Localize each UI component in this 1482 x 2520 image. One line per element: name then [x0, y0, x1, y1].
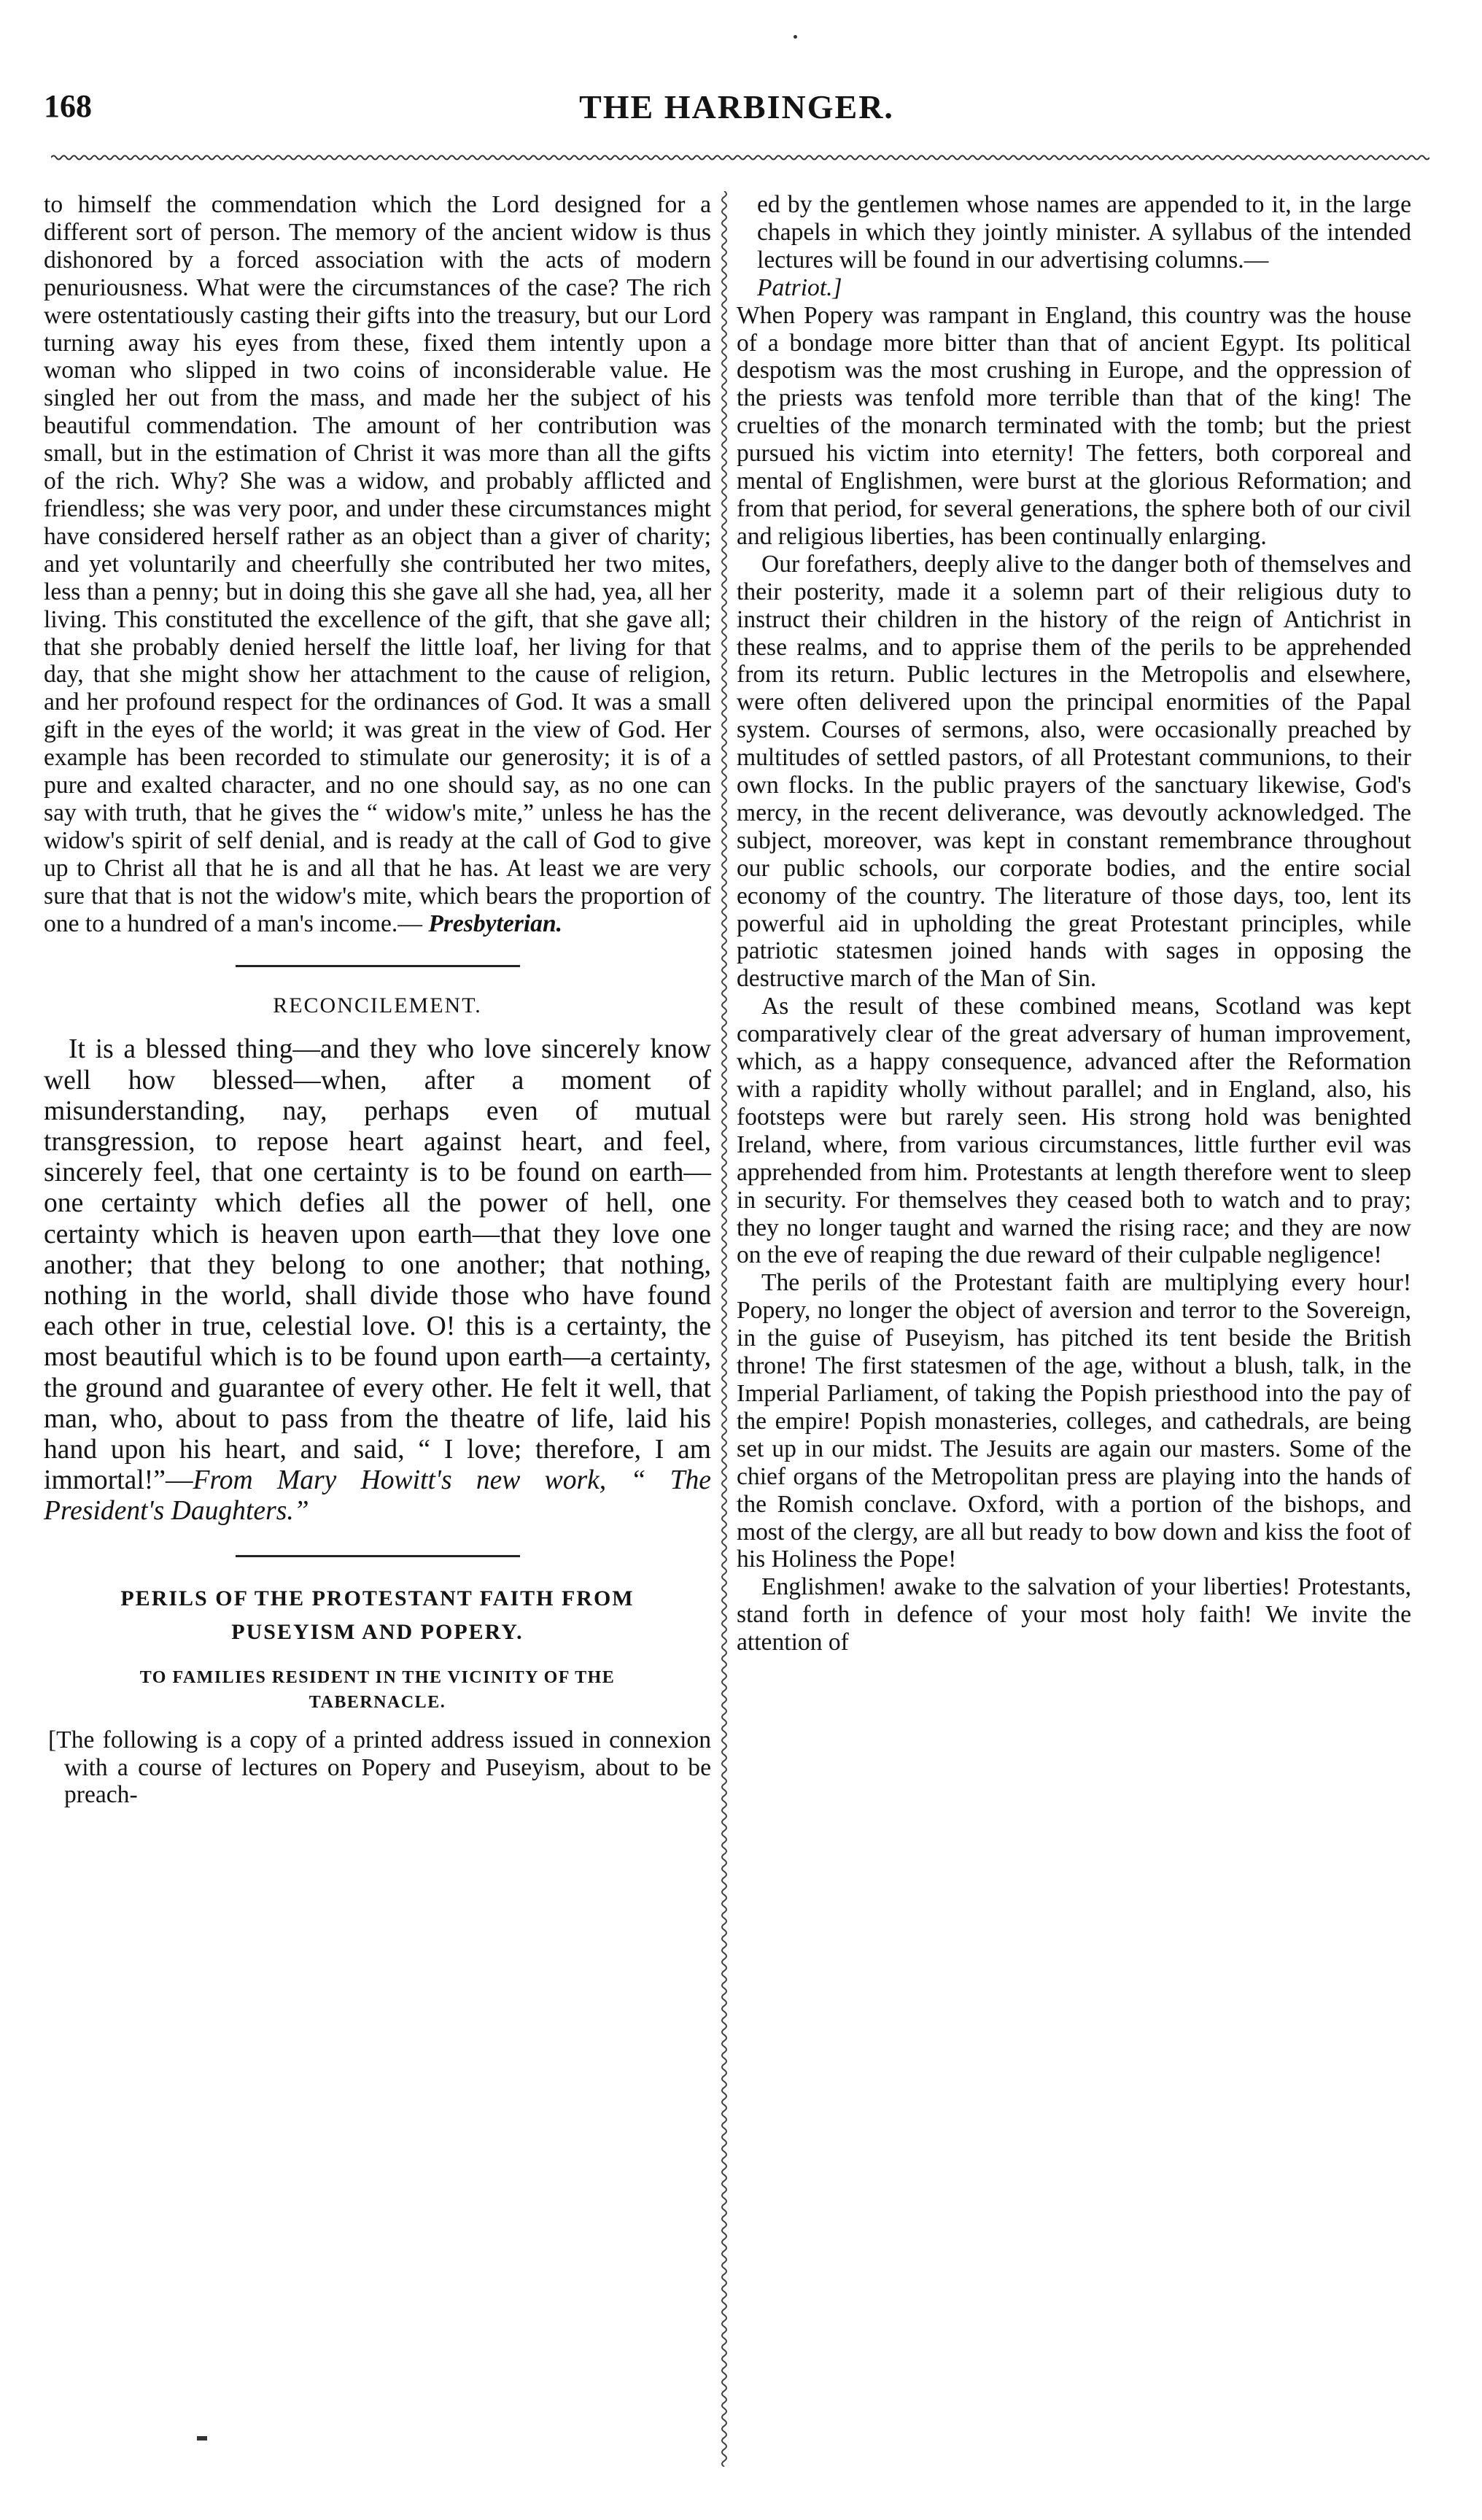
bracket-intro-text: [The following is a copy of a printed address issued in connexion with a course of lectures on Popery and Puseyism, about to be preach- — [48, 1726, 711, 1809]
print-speck — [197, 2436, 207, 2440]
running-title: THE HARBINGER. — [579, 88, 894, 125]
bracketed-introduction — [44, 1726, 711, 1810]
reconcilement-heading: RECONCILEMENT. — [273, 993, 482, 1018]
page-header — [44, 80, 1429, 139]
wavy-column-divider — [718, 191, 730, 2467]
bracketed-introduction-continued — [737, 191, 1411, 302]
source-patriot: Patriot.] — [757, 274, 842, 301]
body-paragraph-perils: The perils of the Protestant faith are multiplying every hour! Popery, no longer the object of aversion and terror to the Sovereign, in the guise of Puseyism, has pitched its tent beside the British throne! The first statesmen of the age, without a blush, talk, in the Imperial Parliament, of taking the Popish priesthood into the pay of the empire! Popish monasteries, colleges, and cathedrals, are being set up in our midst. The Jesuits are again our masters. Some of the chief organs of the Metropolitan press are playing into the hands of the Romish conclave. Oxford, with a portion of the bishops, and most of the clergy, are all but ready to bow down and kiss the foot of his Holiness the Pope! — [737, 1269, 1411, 1573]
perils-subheading: TO FAMILIES RESIDENT IN THE VICINITY OF THE TABERNACLE. — [139, 1667, 616, 1712]
body-paragraph-englishmen: Englishmen! awake to the salvation of your liberties! Protestants, stand forth in defence of your most holy faith! We invite the attention of — [737, 1573, 1411, 1656]
body-paragraph-scotland: As the result of these combined means, Scotland was kept comparatively clear of the great adversary of human improvement, which, as a happy consequence, advanced after the Reformation with a rapidity wholly without parallel; and in England, also, his footsteps were but rarely seen. His strong hold was benighted Ireland, where, from various circumstances, little further evil was apprehended from him. Protestants at length therefore went to sleep in security. For themselves they ceased both to watch and to pray; they no longer taught and warned the rising race; and they are now on the eve of reaping the due reward of their culpable negligence! — [737, 993, 1411, 1269]
body-paragraph-popery-england: When Popery was rampant in England, this country was the house of a bondage more bitter than that of ancient Egypt. Its political despotism was the most crushing in Europe, and the oppression of the priests was tenfold more terrible than that of the king! The cruelties of the monarch terminated with the tomb; but the priest pursued his victim into eternity! The fetters, both corporeal and mental of Englishmen, were burst at the glorious Reformation; and from that period, for several generations, the sphere both of our civil and religious liberties, has been continually enlarging. — [737, 301, 1411, 550]
bracket-continued-text: ed by the gentlemen whose names are appended to it, in the large chapels in which they jointly minister. A syllabus of the intended lectures will be found in our advertising columns.— Patriot.] — [757, 191, 1411, 301]
newspaper-page — [44, 80, 1429, 1809]
left-column — [44, 191, 711, 1809]
page-number: 168 — [44, 88, 92, 124]
widow-mite-paragraph: to himself the commendation which the Lord designed for a different sort of person. The memory of the ancient widow is thus dishonored by a forced association with the acts of modern penuriousness. What were the circumstances of the case? The rich were ostentatiously casting their gifts into the treasury, but our Lord turning away his eyes from these, fixed them intently upon a woman who slipped in two coins of inconsiderable value. He singled her out from the mass, and made her the subject of his beautiful commendation. The amount of her contribution was small, but in the estimation of Christ it was more than all the gifts of the rich. Why? She was a widow, and probably afflicted and friendless; she was very poor, and under these circumstances might have considered herself rather as an object than a giver of charity; and yet voluntarily and cheerfully she contributed her two mites, less than a penny; but in doing this she gave all she had, yea, all her living. This constituted the excellence of the gift, that she gave all; that she probably denied herself the little loaf, her living for that day, that she might show her attachment to the cause of religion, and her profound respect for the ordinances of God. It was a small gift in the eyes of the world; it was great in the view of God. Her example has been recorded to stimulate our generosity; it is of a pure and exalted character, and no one should say, as no one can say with truth, that he gives the “ widow's mite,” unless he has the widow's spirit of self denial, and is ready at the call of God to give up to Christ all that he is and all that he has. At least we are very sure that that is not the widow's mite, which bears the proportion of one to a hundred of a man's income.— Presbyterian. — [44, 191, 711, 937]
wavy-header-rule — [51, 153, 1429, 162]
print-speck — [794, 35, 797, 39]
reconcilement-paragraph: It is a blessed thing—and they who love sincerely know well how blessed—when, after a moment of misunderstanding, nay, perhaps even of mutual transgression, to repose heart against heart, and feel, sincerely feel, that one certainty is to be found on earth—one certainty which defies all the power of hell, one certainty which is heaven upon earth—that they love one another; that they belong to one another; that nothing, nothing in the world, shall divide those who have found each other in true, celestial love. O! this is a certainty, the most beautiful which is to be found upon earth—a certainty, the ground and guarantee of every other. He felt it well, that man, who, about to pass from the theatre of life, laid his hand upon his heart, and said, “ I love; therefore, I am immortal!”—From Mary Howitt's new work, “ The President's Daughters.” — [44, 1034, 711, 1527]
body-paragraph-forefathers: Our forefathers, deeply alive to the danger both of themselves and their posterity, made it a solemn part of their religious duty to instruct their children in the history of the reign of Antichrist in these realms, and to apprise them of the perils to be apprehended from its return. Public lectures in the Metropolis and elsewhere, were often delivered upon the principal enormities of the Papal system. Courses of sermons, also, were occasionally preached by multitudes of settled pastors, of all Protestant communions, to their own flocks. In the public prayers of the sanctuary likewise, God's mercy, in the recent deliverance, was devoutly acknowledged. The subject, moreover, was kept in constant remembrance throughout our public schools, our corporate bodies, and the entire social economy of the country. The literature of those days, too, lent its powerful aid in upholding the great Protestant principles, while patriotic statesmen joined hands with sages in opposing the destructive march of the Man of Sin. — [737, 550, 1411, 993]
source-presbyterian: Presbyterian. — [428, 910, 563, 937]
section-divider — [236, 965, 520, 967]
reconcilement-source: From Mary Howitt's new work, “ The President's Daughters.” — [44, 1465, 711, 1527]
section-divider — [236, 1555, 520, 1557]
right-column — [737, 191, 1411, 1656]
perils-heading: PERILS OF THE PROTESTANT FAITH FROM PUSEYISM AND POPERY. — [120, 1586, 635, 1644]
